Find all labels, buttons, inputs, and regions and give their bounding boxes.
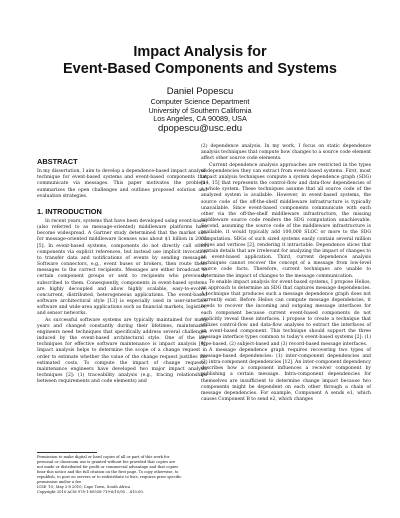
body-paragraph: To enable impact analysis for event-based systems, I propose Helios, an approach to determine an SDG that captures message dependencies. A technique that produces such a message dependence graph does not currently exist. Before Helios can compute message dependencies, it needs to recover the incoming and outgoing message interfaces for each component because current event-based components do not explicitly reveal these interfaces. I propose to create a technique that utilizes control-flow and data-flow analyses to extract the interfaces of an event-based component. This technique should support the three message interface types common to today's event-based systems [2]: (1) type-based, (2) subject-based and (3) record-based message interfaces. — [201, 279, 371, 347]
body-paragraph: In recent years, systems that have been developed using event-based (also referred to as message-oriented) middleware platforms have become widespread. A Gartner study determined that the market size for message-oriented middleware licenses was about $1 billion in 2005 [5]. In event-based systems, components do not directly call other components via explicit references, but instead use implicit invocation to transfer data and notifications of events by sending messages. Software connectors, e.g., event buses or brokers, then route these messages to the correct recipients. Messages are either broadcast to certain component groups or sent to recipients who previously subscribed to them. Consequently, components in event-based systems are highly decoupled and allow highly scalable, easy-to-evolve, concurrent, distributed, heterogeneous applications. The event-based software architectural style [13] is especially used in user-interface software and wide-area applications such as financial markets, logistics, and sensor networks. — [37, 218, 207, 317]
affiliation-line: Los Angeles, CA 90089, USA — [153, 114, 247, 124]
footnote-line: republish, to post on servers or to redistribute to lists, requires prior specific — [37, 475, 182, 479]
abstract-text: In my dissertation, I aim to develop a dependence-based impact analysis technique for event-based systems and event-based components that communicate via messages. This paper motivates the problem, summarizes the open challenges and outlines proposed solution and evaluation strategies. — [37, 169, 207, 199]
author-email: dpopescu@usc.edu — [157, 123, 243, 134]
body-paragraph: (2) dependence analysis. In my work, I focus on static dependence analysis techniques that compute how changes to a source code element affect other source code elements. — [201, 144, 371, 162]
left-column — [37, 157, 207, 386]
abstract-heading: ABSTRACT — [37, 157, 78, 166]
body-paragraph: A message dependence graph requires recovering two types of message-based dependencies: (1) inter-component dependencies and (2) intra-component dependencies [12]. An inter-component dependency describes how a component influences a receiver component by publishing a certain message. Intra-component dependencies for themselves are insufficient to determine change impact because two components might be dependent on each other through a chain of message dependencies. For example, Component A sends e1, which causes Component B to send e2, which changes — [201, 347, 371, 403]
paper-title-line-2: Event-Based Components and Systems — [63, 61, 337, 77]
affiliation-line: University of Southern California — [148, 105, 252, 115]
affiliation-line: Computer Science Department — [150, 97, 250, 106]
footnote-line: Permission to make digital or hard copies of all or part of this work for — [37, 455, 170, 459]
body-paragraph: Current dependence analysis approaches are restricted in the types of dependencies they can extract from event-based systems. First, most impact analysis techniques compute a system dependence graph (SDG) [14, 15] that represents the control-flow and data-flow dependencies of a whole system. These techniques assume that all source code of the analyzed system is available. However, in event-based systems, the source code of the off-the-shelf middleware infrastructure is typically unavailable. Since event-based components communicate with each other via the off-the-shelf middleware infrastructure, the missing middleware source code renders the SDG computation unachievable. Second, assuming the source code of the middleware infrastructure is available, it would typically add 100,000 SLOC or more to the SDG computation. SDGs of such sized systems easily contain several million edges and vertices [2], rendering it intractable. Dependence slices that contain details that are irrelevant for analyzing the impact of changes to an event-based application. Third, current dependence analysis techniques cannot recover the concept of a message from low-level source code facts. Therefore, current techniques are unable to determine the impact of changes to the message communication. — [201, 162, 371, 279]
footnote-line: bear this notice and the full citation on the first page. To copy otherwise, to — [37, 470, 179, 474]
right-column — [201, 144, 371, 403]
footnote-rule — [37, 452, 97, 453]
body-paragraph: As successful software systems are typically maintained for many years and changed constantly during their lifetimes, maintenance engineers need techniques that specifically address several challenges induced by the event-based architectural style. One of the key techniques for effective software maintenance is impact analysis [4]. Impact analysis helps to determine the scope of a change request in order to estimate whether the value of the change request justifies the estimated costs. To compute the impact of change requests, maintenance engineers have developed two major impact analysis techniques [2]: (1) traceability analysis (e.g., tracing relationships between requirements and code elements) and — [37, 317, 207, 385]
author-affiliation — [0, 98, 400, 124]
footnote-line: permission and/or a fee. — [37, 480, 83, 484]
footnote-line: Copyright 2010 ACM 978-1-60558-719-6/10/05 ...$10.00. — [37, 490, 144, 494]
paper-title-line-1: Impact Analysis for — [133, 44, 267, 60]
introduction-heading: 1. INTRODUCTION — [37, 206, 102, 216]
footnote-line: not made or distributed for profit or commercial advantage and that copies — [37, 465, 179, 469]
footnote-line: ICSE '10, May 2-8 2010, Cape Town, South Africa — [37, 485, 131, 489]
footnote-line: personal or classroom use is granted without fee provided that copies are — [37, 460, 176, 464]
copyright-footnote — [37, 455, 207, 495]
author-name: Daniel Popescu — [166, 86, 234, 97]
